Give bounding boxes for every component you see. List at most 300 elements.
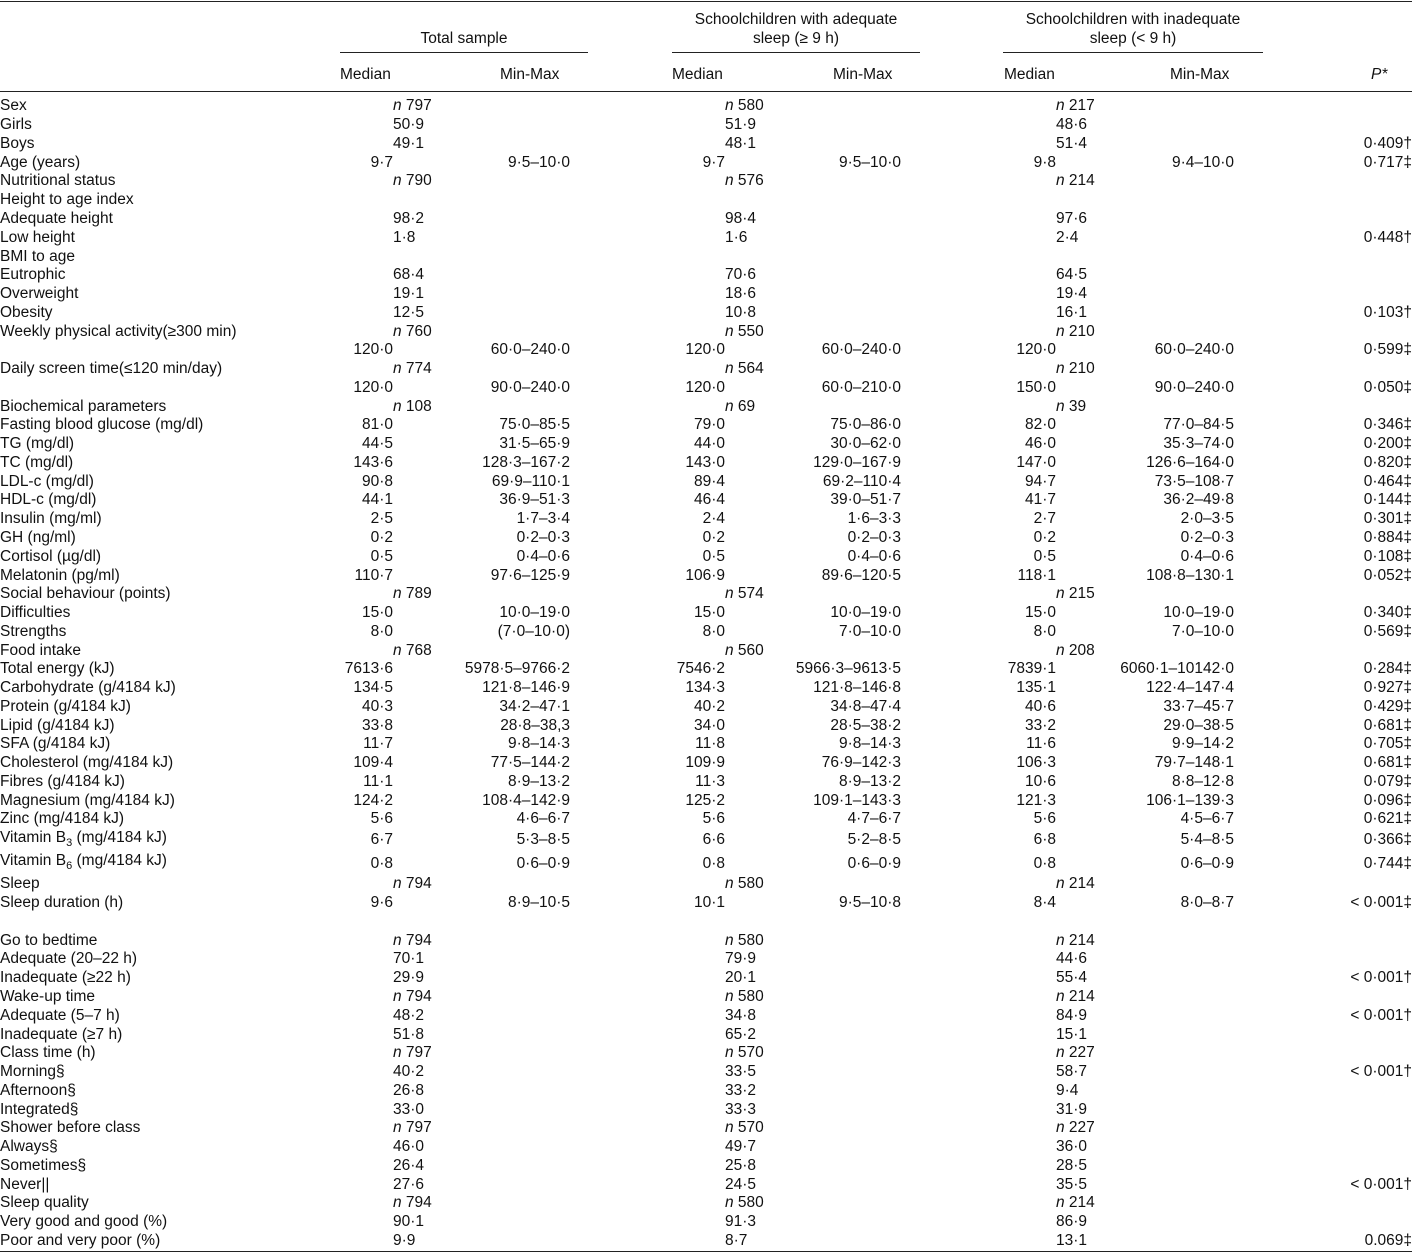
cell-adequate-n: n 580 — [725, 97, 764, 115]
cell-total-median — [270, 116, 393, 135]
cell-total-n: 12·5 — [393, 303, 425, 321]
cell-total-median — [270, 1063, 393, 1082]
table-row — [0, 604, 1412, 623]
cell-inadequate-minmax: 77·0–84·5 — [1163, 416, 1234, 434]
cell-total-median: 5·6 — [370, 810, 393, 828]
cell-label: Vitamin $B_3$ (mg/4184 kJ) — [0, 828, 167, 849]
cell-total-minmax: 128·3–167·2 — [482, 453, 570, 471]
cell-inadequate-minmax — [1104, 1081, 1234, 1100]
cell-p-value: < 0·001‡ — [1350, 894, 1412, 912]
cell-label: Adequate (20–22 h) — [0, 950, 138, 968]
cell-total-minmax — [441, 641, 570, 660]
cell-inadequate-median — [901, 1044, 1056, 1063]
cell-adequate-n: 18·6 — [725, 285, 757, 303]
cell-inadequate-minmax: 29·0–38·5 — [1163, 716, 1234, 734]
cell-total-n: 33·0 — [393, 1100, 425, 1118]
cell-total-median — [270, 1025, 393, 1044]
cell-adequate-minmax: 0·4–0·6 — [847, 547, 901, 565]
cell-inadequate-n — [1056, 341, 1104, 360]
cell-adequate-median: 8·0 — [702, 622, 725, 640]
cell-adequate-n: 79·9 — [725, 950, 757, 968]
cell-total-median — [270, 1119, 393, 1138]
cell-total-n — [393, 716, 441, 735]
table-row — [0, 810, 1412, 829]
header-adequate-sleep — [672, 10, 920, 48]
cell-label: Lipid (g/4184 kJ) — [0, 716, 115, 734]
cell-p-value — [1234, 1081, 1412, 1100]
cell-inadequate-n: n 210 — [1056, 322, 1095, 340]
cell-adequate-minmax: 10·0–19·0 — [830, 604, 901, 622]
cell-total-n: n 797 — [393, 1119, 432, 1137]
cell-total-n: 48·2 — [393, 1006, 425, 1024]
cell-total-n — [393, 191, 441, 210]
cell-total-n: n 789 — [393, 585, 432, 603]
cell-adequate-n — [725, 416, 773, 435]
cell-inadequate-minmax — [1104, 135, 1234, 154]
table-row — [0, 472, 1412, 491]
table-row — [0, 894, 1412, 913]
cell-inadequate-n — [1056, 191, 1104, 210]
cell-total-n — [393, 791, 441, 810]
cell-adequate-median: 11·3 — [695, 772, 725, 790]
cell-inadequate-median: 10·6 — [1024, 772, 1056, 790]
cell-p-value — [1234, 931, 1412, 950]
cell-p-value: 0·569‡ — [1363, 622, 1412, 640]
cell-adequate-n — [725, 435, 773, 454]
cell-inadequate-median — [901, 931, 1056, 950]
cell-inadequate-median: 40·6 — [1024, 697, 1056, 715]
cell-total-minmax — [441, 322, 570, 341]
group-rule-inadequate — [1003, 52, 1263, 53]
cell-inadequate-median: 7839·1 — [1007, 660, 1056, 678]
subheader-median-adequate: Median — [672, 66, 723, 83]
table-row — [0, 1025, 1412, 1044]
subheader-median-inadequate: Median — [1004, 66, 1055, 83]
cell-total-minmax — [441, 303, 570, 322]
table-row — [0, 529, 1412, 548]
cell-adequate-minmax — [773, 931, 901, 950]
cell-inadequate-median — [901, 97, 1056, 116]
cell-inadequate-minmax: 4·5–6·7 — [1180, 810, 1234, 828]
cell-adequate-minmax — [773, 266, 901, 285]
cell-total-median — [270, 1194, 393, 1213]
table-row — [0, 913, 1412, 932]
cell-inadequate-n — [1056, 679, 1104, 698]
cell-p-value — [1234, 1119, 1412, 1138]
cell-adequate-median: 9·7 — [702, 153, 725, 171]
subheader-minmax-adequate: Min-Max — [833, 66, 893, 83]
cell-inadequate-median: 0·5 — [1033, 547, 1056, 565]
cell-adequate-n — [725, 247, 773, 266]
cell-label: Sleep duration (h) — [0, 894, 124, 912]
cell-p-value — [1234, 1100, 1412, 1119]
cell-adequate-minmax: 5966·3–9613·5 — [795, 660, 901, 678]
cell-total-n — [393, 852, 441, 875]
cell-adequate-minmax: 129·0–167·9 — [813, 453, 901, 471]
cell-adequate-n — [725, 378, 773, 397]
cell-inadequate-n: 9·4 — [1056, 1081, 1079, 1099]
cell-inadequate-median — [901, 247, 1056, 266]
header-adequate-line-1: Schoolchildren with adequate — [694, 11, 898, 28]
table-row — [0, 1157, 1412, 1176]
cell-inadequate-minmax — [1104, 360, 1234, 379]
cell-adequate-minmax — [773, 1100, 901, 1119]
cell-inadequate-n: n 227 — [1056, 1044, 1095, 1062]
cell-total-minmax — [441, 172, 570, 191]
cell-p-value: 0·744‡ — [1363, 854, 1412, 872]
cell-total-minmax — [441, 1194, 570, 1213]
cell-total-minmax — [441, 931, 570, 950]
data-table — [0, 97, 1412, 1250]
table-row — [0, 852, 1412, 875]
table-row — [0, 435, 1412, 454]
cell-total-n — [393, 529, 441, 548]
cell-inadequate-median — [901, 1119, 1056, 1138]
cell-inadequate-n: n 214 — [1056, 875, 1095, 893]
cell-inadequate-median — [901, 322, 1056, 341]
cell-adequate-minmax — [773, 641, 901, 660]
cell-total-minmax: 8·9–13·2 — [507, 772, 570, 790]
cell-adequate-median — [570, 1006, 725, 1025]
cell-inadequate-n: n 214 — [1056, 988, 1095, 1006]
cell-p-value: 0·884‡ — [1363, 528, 1412, 546]
cell-label: Strengths — [0, 622, 67, 640]
cell-p-value: 0·621‡ — [1363, 810, 1412, 828]
cell-total-minmax — [441, 116, 570, 135]
cell-adequate-minmax: 28·5–38·2 — [830, 716, 901, 734]
cell-inadequate-median: 46·0 — [1024, 435, 1056, 453]
cell-total-median: 90·8 — [361, 472, 393, 490]
cell-adequate-n: 33·3 — [725, 1100, 757, 1118]
subheader-p-value: P* — [1371, 66, 1388, 83]
cell-total-n — [393, 510, 441, 529]
cell-adequate-median — [570, 875, 725, 894]
cell-total-minmax: 8·9–10·5 — [507, 894, 570, 912]
cell-inadequate-minmax — [1104, 931, 1234, 950]
cell-adequate-minmax: 9·5–10·8 — [838, 894, 901, 912]
cell-inadequate-minmax — [1104, 913, 1234, 932]
cell-label: BMI to age — [0, 247, 75, 265]
table-row — [0, 191, 1412, 210]
cell-inadequate-minmax: 60·0–240·0 — [1154, 341, 1234, 359]
cell-adequate-minmax: 75·0–86·0 — [830, 416, 901, 434]
cell-total-minmax — [441, 1006, 570, 1025]
cell-total-minmax — [441, 988, 570, 1007]
cell-p-value: 0·096‡ — [1363, 791, 1412, 809]
cell-adequate-n: 48·1 — [725, 134, 757, 152]
cell-total-n — [393, 698, 441, 717]
cell-adequate-n: 70·6 — [725, 266, 757, 284]
cell-adequate-n — [725, 679, 773, 698]
cell-adequate-n: n 560 — [725, 641, 764, 659]
cell-total-n: 98·2 — [393, 209, 425, 227]
cell-total-median: 2·5 — [370, 510, 393, 528]
cell-label — [0, 913, 270, 932]
cell-label: Fasting blood glucose (mg/dl) — [0, 416, 204, 434]
table-row — [0, 754, 1412, 773]
cell-total-minmax — [441, 913, 570, 932]
cell-adequate-minmax: 1·6–3·3 — [847, 510, 901, 528]
cell-adequate-minmax: 60·0–210·0 — [821, 378, 901, 396]
cell-inadequate-median — [901, 228, 1056, 247]
cell-total-n: 50·9 — [393, 116, 425, 134]
cell-total-n — [393, 829, 441, 852]
cell-label — [0, 341, 270, 360]
cell-label: Difficulties — [0, 604, 71, 622]
cell-adequate-n — [725, 153, 773, 172]
cell-inadequate-n — [1056, 622, 1104, 641]
cell-adequate-minmax — [773, 210, 901, 229]
table-row — [0, 285, 1412, 304]
cell-inadequate-median: 147·0 — [1016, 453, 1056, 471]
cell-label: Obesity — [0, 303, 53, 321]
cell-inadequate-n — [1056, 698, 1104, 717]
table-row — [0, 360, 1412, 379]
cell-adequate-median: 125·2 — [685, 791, 725, 809]
cell-inadequate-n: 36·0 — [1056, 1138, 1088, 1156]
cell-inadequate-minmax — [1104, 322, 1234, 341]
cell-label: HDL-c (mg/dl) — [0, 491, 97, 509]
cell-total-minmax: 60·0–240·0 — [490, 341, 570, 359]
cell-p-value — [1234, 1194, 1412, 1213]
cell-total-median — [270, 1006, 393, 1025]
cell-adequate-minmax — [773, 116, 901, 135]
cell-inadequate-n: n 214 — [1056, 172, 1095, 190]
cell-adequate-median — [570, 116, 725, 135]
cell-p-value: 0·079‡ — [1363, 772, 1412, 790]
cell-total-minmax: 36·9–51·3 — [499, 491, 570, 509]
table-row — [0, 97, 1412, 116]
cell-total-median: 109·4 — [353, 754, 393, 772]
table-row — [0, 303, 1412, 322]
cell-total-minmax — [441, 1119, 570, 1138]
cell-total-median: 81·0 — [361, 416, 393, 434]
cell-adequate-median — [570, 641, 725, 660]
cell-inadequate-n — [1056, 472, 1104, 491]
table-row — [0, 950, 1412, 969]
cell-total-n: 51·8 — [393, 1025, 425, 1043]
cell-inadequate-median — [901, 210, 1056, 229]
cell-adequate-median — [570, 950, 725, 969]
cell-inadequate-n: 84·9 — [1056, 1006, 1088, 1024]
cell-total-median: 11·1 — [363, 772, 393, 790]
cell-total-n: n 760 — [393, 322, 432, 340]
cell-total-minmax — [441, 1044, 570, 1063]
cell-adequate-n — [725, 622, 773, 641]
table-row — [0, 641, 1412, 660]
cell-adequate-minmax — [773, 360, 901, 379]
cell-adequate-median: 120·0 — [685, 378, 725, 396]
cell-total-median: 8·0 — [370, 622, 393, 640]
cell-total-minmax — [441, 247, 570, 266]
cell-label: Height to age index — [0, 191, 134, 209]
table-row — [0, 1138, 1412, 1157]
cell-adequate-median: 5·6 — [702, 810, 725, 828]
cell-inadequate-n: 48·6 — [1056, 116, 1088, 134]
cell-total-median — [270, 97, 393, 116]
cell-total-median — [270, 931, 393, 950]
cell-total-median — [270, 322, 393, 341]
cell-inadequate-minmax: 106·1–139·3 — [1146, 791, 1234, 809]
cell-label: Afternoon§ — [0, 1081, 76, 1099]
cell-inadequate-minmax: 33·7–45·7 — [1163, 697, 1234, 715]
cell-inadequate-n — [1056, 773, 1104, 792]
cell-total-median: 0·5 — [370, 547, 393, 565]
header-bottom-rule — [0, 91, 1412, 92]
cell-inadequate-median — [901, 1100, 1056, 1119]
cell-p-value: 0·346‡ — [1363, 416, 1412, 434]
cell-adequate-n: 49·7 — [725, 1138, 757, 1156]
cell-total-minmax — [441, 1025, 570, 1044]
cell-inadequate-n — [1056, 566, 1104, 585]
cell-inadequate-median — [901, 585, 1056, 604]
cell-adequate-minmax — [773, 303, 901, 322]
cell-adequate-n: n 570 — [725, 1119, 764, 1137]
cell-p-value — [1234, 191, 1412, 210]
cell-label: Social behaviour (points) — [0, 585, 171, 603]
cell-adequate-median — [570, 1081, 725, 1100]
cell-label: Protein (g/4184 kJ) — [0, 697, 131, 715]
cell-adequate-median — [570, 1119, 725, 1138]
cell-adequate-minmax — [773, 172, 901, 191]
table-row — [0, 266, 1412, 285]
cell-adequate-median — [570, 97, 725, 116]
cell-inadequate-median — [901, 641, 1056, 660]
cell-total-median: 120·0 — [353, 341, 393, 359]
cell-adequate-minmax — [773, 228, 901, 247]
cell-adequate-n: 20·1 — [725, 969, 757, 987]
cell-inadequate-n: 28·5 — [1056, 1156, 1088, 1174]
header-inadequate-line-1: Schoolchildren with inadequate — [1025, 11, 1241, 28]
cell-total-median: 40·3 — [361, 697, 393, 715]
cell-inadequate-minmax — [1104, 1232, 1234, 1251]
cell-label: Sometimes§ — [0, 1156, 87, 1174]
cell-adequate-minmax — [773, 322, 901, 341]
cell-inadequate-n: 55·4 — [1056, 969, 1088, 987]
cell-inadequate-n — [1056, 829, 1104, 852]
cell-adequate-median — [570, 285, 725, 304]
cell-adequate-n — [725, 894, 773, 913]
cell-p-value: 0·050‡ — [1363, 378, 1412, 396]
cell-total-median: 110·7 — [354, 566, 393, 584]
cell-total-minmax — [441, 266, 570, 285]
cell-total-n — [393, 491, 441, 510]
cell-adequate-minmax: 9·8–14·3 — [838, 735, 901, 753]
cell-adequate-median — [570, 585, 725, 604]
cell-label: Eutrophic — [0, 266, 66, 284]
cell-adequate-n: 98·4 — [725, 209, 757, 227]
cell-label — [0, 378, 270, 397]
cell-adequate-median — [570, 1063, 725, 1082]
cell-adequate-minmax — [773, 1138, 901, 1157]
cell-adequate-n: 25·8 — [725, 1156, 757, 1174]
cell-adequate-minmax — [773, 1119, 901, 1138]
cell-p-value: 0·144‡ — [1363, 491, 1412, 509]
cell-inadequate-n: 97·6 — [1056, 209, 1088, 227]
cell-total-minmax: 9·8–14·3 — [507, 735, 570, 753]
cell-adequate-minmax — [773, 285, 901, 304]
cell-adequate-n — [725, 472, 773, 491]
cell-p-value — [1234, 397, 1412, 416]
cell-adequate-n — [725, 191, 773, 210]
table-row — [0, 491, 1412, 510]
cell-inadequate-median — [901, 1213, 1056, 1232]
cell-inadequate-minmax — [1104, 1157, 1234, 1176]
cell-inadequate-minmax — [1104, 1213, 1234, 1232]
cell-adequate-minmax — [773, 191, 901, 210]
cell-inadequate-median — [901, 988, 1056, 1007]
cell-adequate-median: 0·5 — [702, 547, 725, 565]
cell-total-median: 44·1 — [361, 491, 393, 509]
cell-adequate-median: 143·0 — [685, 453, 725, 471]
cell-inadequate-minmax — [1104, 969, 1234, 988]
cell-inadequate-median — [901, 913, 1056, 932]
cell-total-n: 19·1 — [393, 285, 425, 303]
cell-inadequate-n — [1056, 810, 1104, 829]
cell-inadequate-n: n 227 — [1056, 1119, 1095, 1137]
cell-inadequate-median — [901, 360, 1056, 379]
cell-inadequate-minmax — [1104, 1100, 1234, 1119]
cell-total-median — [270, 172, 393, 191]
cell-inadequate-minmax — [1104, 1025, 1234, 1044]
cell-total-median: 9·7 — [370, 153, 393, 171]
cell-inadequate-minmax: 8·8–12·8 — [1171, 772, 1234, 790]
cell-adequate-minmax: 76·9–142·3 — [821, 754, 901, 772]
cell-inadequate-median: 33·2 — [1024, 716, 1056, 734]
cell-adequate-median — [570, 988, 725, 1007]
cell-adequate-n — [725, 341, 773, 360]
cell-adequate-median — [570, 191, 725, 210]
cell-p-value — [1234, 1138, 1412, 1157]
cell-total-n: 90·1 — [393, 1213, 425, 1231]
cell-total-median: 9·6 — [370, 894, 393, 912]
cell-total-median — [270, 988, 393, 1007]
cell-adequate-minmax — [773, 875, 901, 894]
cell-adequate-median: 2·4 — [702, 510, 725, 528]
cell-total-n: 1·8 — [393, 228, 416, 246]
cell-p-value — [1234, 210, 1412, 229]
cell-total-median: 134·5 — [353, 679, 393, 697]
cell-inadequate-minmax: 7·0–10·0 — [1171, 622, 1234, 640]
cell-p-value — [1234, 585, 1412, 604]
cell-inadequate-n: n 214 — [1056, 1194, 1095, 1212]
cell-adequate-n — [725, 791, 773, 810]
cell-p-value: 0·052‡ — [1363, 566, 1412, 584]
cell-inadequate-minmax: 8·0–8·7 — [1180, 894, 1234, 912]
cell-inadequate-minmax: 0·4–0·6 — [1180, 547, 1234, 565]
cell-adequate-median — [570, 360, 725, 379]
cell-p-value — [1234, 172, 1412, 191]
cell-total-median — [270, 585, 393, 604]
cell-adequate-n: 33·2 — [725, 1081, 757, 1099]
table-row — [0, 116, 1412, 135]
table-row — [0, 773, 1412, 792]
cell-adequate-n — [725, 529, 773, 548]
cell-p-value: 0·301‡ — [1363, 510, 1412, 528]
cell-inadequate-minmax — [1104, 1044, 1234, 1063]
table-row — [0, 1081, 1412, 1100]
cell-adequate-n: n 550 — [725, 322, 764, 340]
cell-total-minmax — [441, 1157, 570, 1176]
cell-label: Food intake — [0, 641, 81, 659]
cell-label: Daily screen time(≤120 min/day) — [0, 360, 223, 378]
cell-label: Low height — [0, 228, 75, 246]
cell-inadequate-minmax: 6060·1–10142·0 — [1120, 660, 1234, 678]
cell-adequate-n: 8·7 — [725, 1231, 748, 1249]
cell-adequate-minmax — [773, 1006, 901, 1025]
cell-p-value — [1234, 1044, 1412, 1063]
cell-adequate-n — [725, 754, 773, 773]
